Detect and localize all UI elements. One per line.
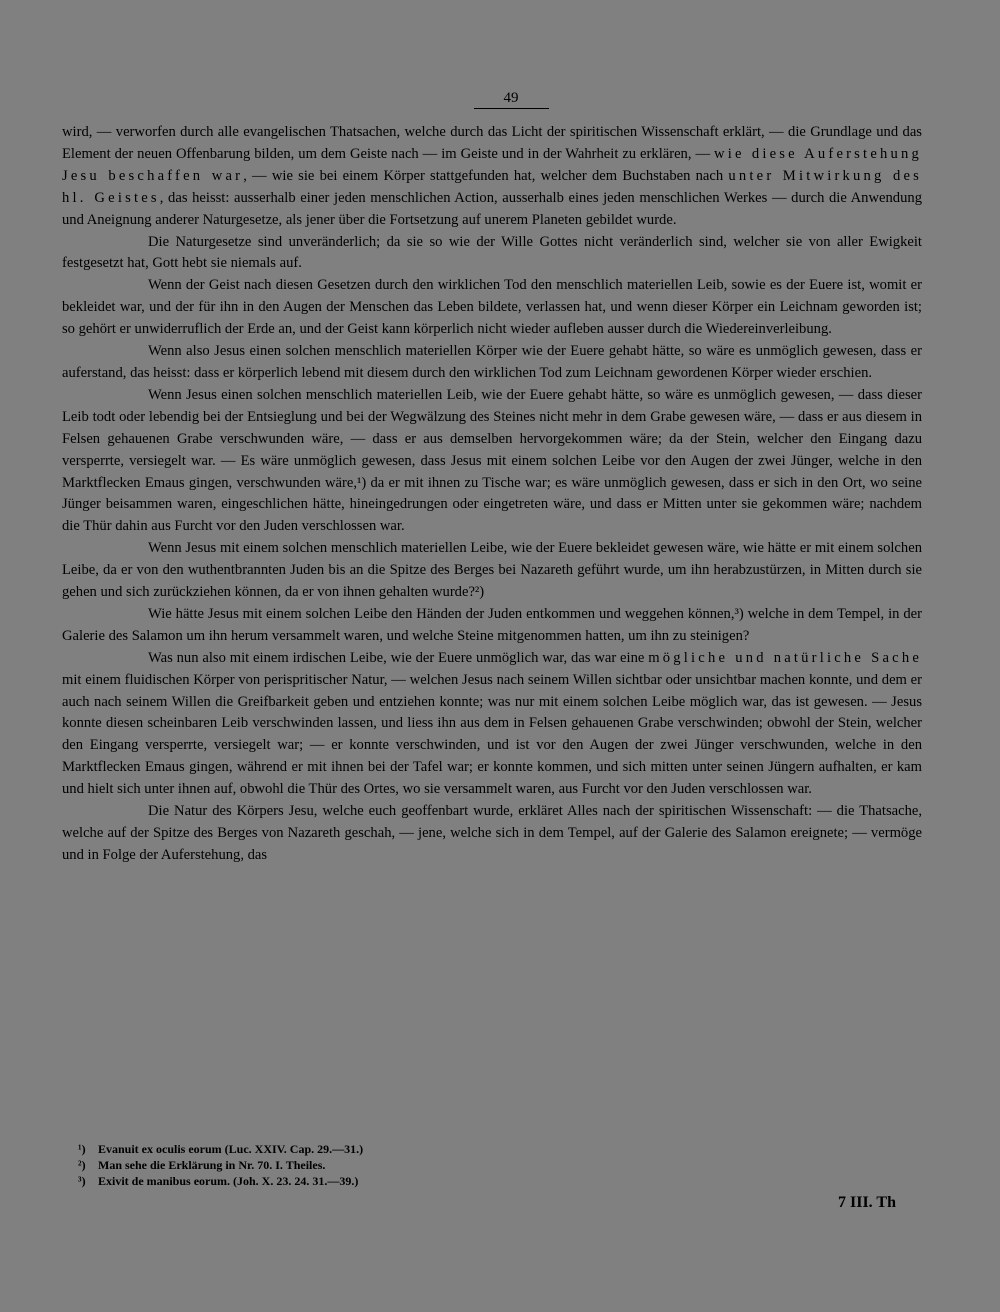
text-run: Wenn Jesus mit einem solchen menschlich materiellen Leibe, wie der Euere bekleidet gewesen wäre, wie hätte er mit einem solchen Leibe, da er von den wuthentbrannten Juden bis an die Spitze des Berges bei Nazareth geführt wurde, um ihn herabzustürzen, in Mitten durch sie gehen und sich zurückziehen können, da er von ihnen gehalten wurde?²)	[62, 540, 922, 601]
emphasized-text: unter Mitwirkung des hl. Geistes	[62, 167, 923, 206]
paragraph	[62, 385, 922, 538]
text-run: , das heisst: ausserhalb einer jeden menschlichen Action, ausserhalb eines jeden menschlichen Werkes — durch die Anwendung und Aneignung anderer Naturgesetze, als jener über die Fortsetzung auf unerem Planeten gebildet wurde.	[62, 189, 922, 228]
footnote	[78, 1141, 363, 1157]
footnote-text: Exivit de manibus eorum. (Joh. X. 23. 24. 31.—39.)	[98, 1174, 359, 1188]
text-run: Was nun also mit einem irdischen Leibe, wie der Euere unmöglich war, das war eine	[148, 649, 649, 666]
text-run: Wenn also Jesus einen solchen menschlich materiellen Körper wie der Euere gehabt hätte, so wäre es unmöglich gewesen, dass er auferstand, das heisst: dass er körperlich lebend mit diesem durch den wirklichen Tod zum Leichnam gewordenen Körper wieder erschien.	[62, 343, 922, 381]
text-run: Wie hätte Jesus mit einem solchen Leibe den Händen der Juden entkommen und weggehen können,³) welche in dem Tempel, in der Galerie des Salamon um ihn herum versammelt waren, und welche Steine mitgenommen hatten, um ihn zu steinigen?	[62, 605, 922, 644]
paragraph	[62, 341, 922, 385]
footnote-text: Man sehe die Erklärung in Nr. 70. I. Theiles.	[98, 1158, 326, 1172]
page	[62, 90, 922, 867]
emphasized-text: wie diese Auferstehung Jesu beschaffen war	[62, 145, 922, 184]
page-number-text: 49	[474, 90, 549, 109]
footnotes	[78, 1141, 363, 1189]
page-number	[100, 90, 922, 114]
paragraph	[62, 122, 922, 232]
paragraph	[62, 538, 922, 604]
emphasized-text: mögliche und natürliche Sache	[648, 649, 922, 666]
footnote	[78, 1173, 363, 1189]
text-run: Die Natur des Körpers Jesu, welche euch geoffenbart wurde, erkläret Alles nach der spiritischen Wissenschaft: — die Thatsache, welche auf der Spitze des Berges von Nazareth geschah, — jene, welche sich in dem Tempel, auf der Galerie des Salamon ereignete; — vermöge und in Folge der Auferstehung, das	[62, 803, 922, 863]
paragraph	[62, 604, 922, 648]
text-run: , — wie sie bei einem Körper stattgefunden hat, welcher dem Buchstaben nach	[243, 167, 729, 184]
footnote-mark: ³)	[78, 1174, 86, 1188]
text-run: wird, — verworfen durch alle evangelischen Thatsachen, welche durch das Licht der spiritischen Wissenschaft erklärt, — die Grundlage und das Element der neuen Offenbarung bilden, um dem Geiste nach — im Geiste und in der Wahrheit zu erklären, —	[62, 124, 922, 162]
paragraph	[62, 648, 922, 801]
text-run: Die Naturgesetze sind unveränderlich; da sie so wie der Wille Gottes nicht veränderlich sind, welcher sie von aller Ewigkeit festgesetzt hat, Gott hebt sie niemals auf.	[62, 233, 922, 272]
footnote	[78, 1157, 363, 1173]
footnote-mark: ²)	[78, 1158, 86, 1172]
text-run: Wenn der Geist nach diesen Gesetzen durch den wirklichen Tod den menschlich materiellen Leib, sowie es der Euere ist, womit er bekleidet war, und der für ihn in den Augen der Menschen das Leben bildete, verlassen hat, und wenn dieser Körper ein Leichnam geworden ist; so gehört er unwiderruflich der Erde an, und der Geist kann körperlich nicht wieder aufleben ausser durch die Wiedereinverleibung.	[62, 277, 922, 338]
paragraph	[62, 275, 922, 341]
text-run: mit einem fluidischen Körper von perispritischer Natur, — welchen Jesus nach seinem Willen sichtbar oder unsichtbar machen konnte, und dem er auch nach seinem Willen die Greifbarkeit geben und entziehen konnte; was nur mit einem solchen Leibe möglich war, das ist gewesen. — Jesus konnte diesen scheinbaren Leib verschwinden lassen, und liess ihn aus dem in Felsen gehauenen Grabe verschwinden; obwohl der Stein, welcher den Eingang versperrte, versiegelt war; — er konnte verschwinden, und ist vor den Augen der zwei Jünger verschwunden, welche in den Marktflecken Emaus gingen, während er mit ihnen bei der Tafel war; er konnte kommen, und sich mitten unter seinen Jüngern aufhalten, er kam und hielt sich unter ihnen auf, obwohl die Thür des Ortes, wo sie versammelt waren, aus Furcht vor den Juden verschlossen war.	[62, 671, 922, 798]
paragraph	[62, 801, 922, 867]
footnote-text: Evanuit ex oculis eorum (Luc. XXIV. Cap. 29.—31.)	[98, 1142, 364, 1156]
body-text	[62, 122, 922, 867]
footnote-mark: ¹)	[78, 1142, 86, 1156]
paragraph	[62, 232, 922, 276]
signature-mark: 7 III. Th	[838, 1194, 896, 1211]
text-run: Wenn Jesus einen solchen menschlich materiellen Leib, wie der Euere gehabt hätte, so wäre es unmöglich gewesen, — dass dieser Leib todt oder lebendig bei der Entsieglung und bei der Wegwälzung des Steines nicht mehr in dem Grabe gewesen wäre, — dass er aus diesem in Felsen gehauenen Grabe verschwunden wäre, — dass er aus demselben hervorgekommen wäre; da der Stein, welcher den Eingang dazu versperrte, versiegelt war. — Es wäre unmöglich gewesen, dass Jesus mit einem solchen Leibe vor den Augen der zwei Jünger, welche in den Marktflecken Emaus gingen, verschwunden wäre,¹) da er mit ihnen zu Tische war; es wäre unmöglich gewesen, dass er sich in den Ort, wo seine Jünger beisammen waren, eingeschlichen hätte, hineingedrungen oder eingetreten wäre, und dass er Mitten unter sie gekommen wäre; nachdem die Thür dahin aus Furcht vor den Juden verschlossen war.	[62, 386, 922, 535]
